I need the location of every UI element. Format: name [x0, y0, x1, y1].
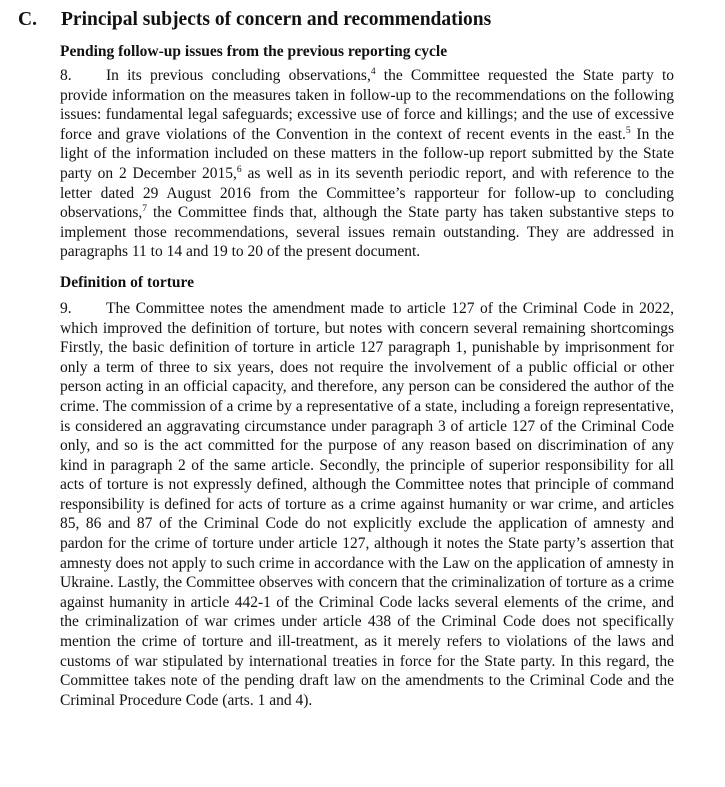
paragraph-9	[60, 299, 674, 710]
paragraph-8	[60, 66, 674, 262]
paragraph-8-text-2: the Committee requested the State party to provide information on the measures taken in follow-up to the recommendations on the following issues: fundamental legal safeguards; excessive use of force and killings; and the use of excessive force and grave violations of the Convention in the context of recent events in the east.	[60, 67, 674, 143]
section-heading	[18, 8, 674, 32]
paragraph-8-text-3: In the light of the information included on these matters in the follow-up report submitted by the State party on 2 December 2015,	[60, 125, 674, 182]
subheading-pending-follow-up: Pending follow-up issues from the previous reporting cycle	[60, 43, 448, 60]
paragraph-8-number: 8.	[60, 67, 72, 84]
section-letter: C.	[18, 9, 37, 30]
section-body	[60, 42, 674, 710]
footnote-ref-5[interactable]: 5	[625, 125, 631, 136]
subheading-definition-of-torture: Definition of torture	[60, 273, 195, 291]
paragraph-8-text-5: the Committee finds that, although the State party has taken substantive steps to implement those recommendations, several issues remain outstanding. They are addressed in paragraphs 11 to 14 and 19 to 20 of the present document.	[60, 204, 674, 261]
footnote-ref-7[interactable]: 7	[142, 204, 147, 214]
paragraph-9-text: The Committee notes the amendment made to article 127 of the Criminal Code in 2022, which improved the definition of torture, but notes with concern several remaining shortcomings Firstly, the basic definition of torture in article 127 paragraph 1, punishable by imprisonment for only a term of three to six years, does not require the involvement of a public official or other person acting in an official capacity, and therefore, any person can be considered the author of the crime. The commission of a crime by a representative of a state, including a foreign representative, is considered an aggravating circumstance under paragraph 3 of article 127 of the Criminal Code only, and so is the act committed for the purpose of any reason based on discrimination of any kind in paragraph 2 of the same article. Secondly, the principle of superior responsibility for all acts of torture is not expressly defined, although the Committee notes that principle of command responsibility is defined for acts of torture as a crime against humanity or war crime, and articles 85, 86 and 87 of the Criminal Code do not explicitly exclude the application of amnesty and pardon for the crime of torture under article 127, although it notes the State party’s assertion that amnesty does not apply to such crime in accordance with the Law on the application of amnesty in Ukraine. Lastly, the Committee observes with concern that the criminalization of torture as a crime against humanity in article 442-1 of the Criminal Code lacks several elements of the crime, and the criminalization of war crimes under article 438 of the Criminal Code does not specifically mention the crime of torture and ill-treatment, as it merely refers to violations of the laws and customs of war stipulated by international treaties in force for the State party. In this regard, the Committee takes note of the pending draft law on the amendments to the Criminal Code and the Criminal Procedure Code (arts. 1 and 4).	[60, 299, 674, 709]
paragraph-8-text-1: In its previous concluding observations,	[106, 67, 371, 84]
paragraph-8-text-4: as well as in its seventh periodic report, and with reference to the letter dated 29 August 2016 from the Committee’s rapporteur for follow-up to concluding observations,	[60, 164, 674, 222]
footnote-ref-6[interactable]: 6	[236, 164, 242, 175]
paragraph-9-number: 9.	[60, 299, 72, 317]
footnote-ref-4[interactable]: 4	[370, 66, 376, 77]
section-title: Principal subjects of concern and recommendations	[61, 9, 492, 30]
